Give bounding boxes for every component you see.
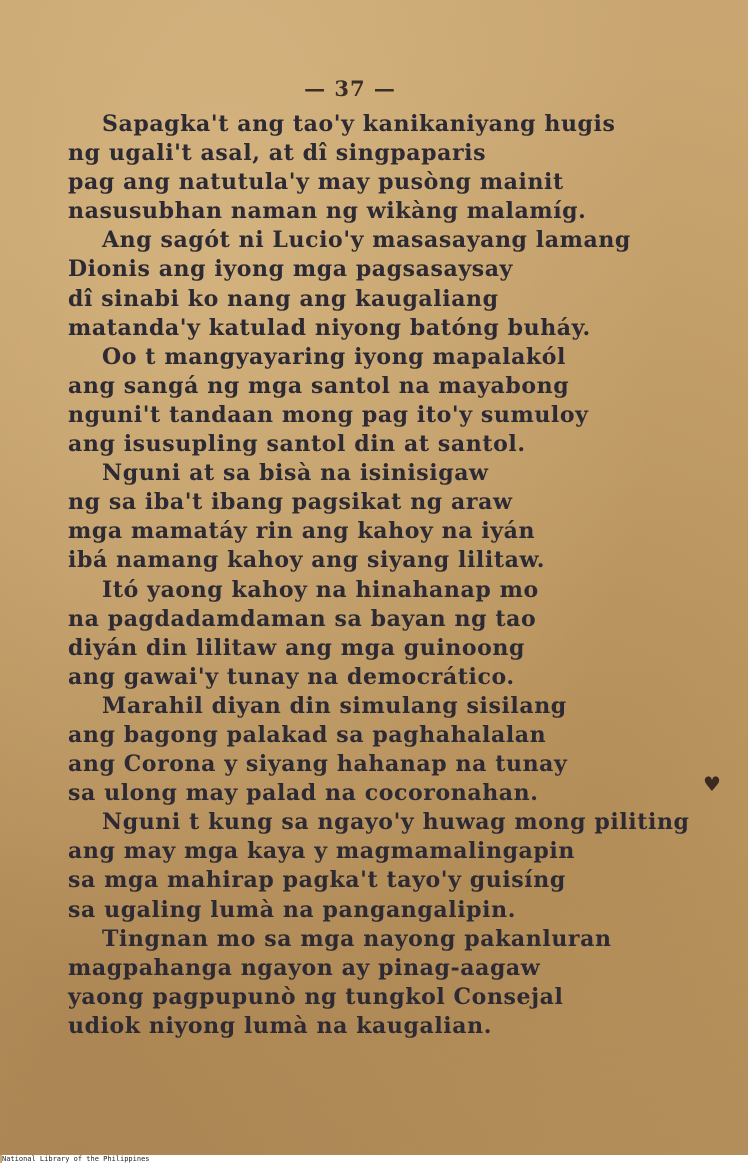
text-line: ang gawai'y tunay na democrático. (68, 663, 515, 690)
text-line: pag ang natutula'y may pusòng mainit (68, 169, 564, 196)
text-line: Nguni t kung sa ngayo'y huwag mong piliting (102, 809, 690, 836)
text-line: ang sangá ng mga santol na mayabong (68, 372, 570, 399)
text-line: ang bagong palakad sa paghahalalan (68, 721, 547, 748)
text-line: dî sinabi ko nang ang kaugaliang (68, 285, 499, 312)
text-line: magpahanga ngayon ay pinag-aagaw (68, 954, 541, 981)
footer-credit: National Library of the Philippines (2, 1155, 748, 1163)
ink-blot: ♥ (703, 772, 721, 796)
text-line: ang may mga kaya y magmamalingapin (68, 838, 575, 865)
text-line: ang Corona y siyang hahanap na tunay (68, 751, 568, 778)
text-line: Itó yaong kahoy na hinahanap mo (102, 576, 539, 603)
text-line: na pagdadamdaman sa bayan ng tao (68, 605, 537, 632)
text-line: matanda'y katulad niyong batóng buháy. (68, 314, 591, 341)
text-line: nasusubhan naman ng wikàng malamíg. (68, 198, 587, 225)
text-line: sa ugaling lumà na pangangalipin. (68, 896, 516, 923)
text-line: ibá namang kahoy ang siyang lilitaw. (68, 547, 546, 574)
text-line: Oo t mangyayaring iyong mapalakól (102, 343, 566, 370)
text-line: ang isusupling santol din at santol. (68, 431, 526, 458)
text-line: diyán din lilitaw ang mga guinoong (68, 634, 525, 661)
text-line: ng sa iba't ibang pagsikat ng araw (68, 489, 513, 516)
text-line: yaong pagpupunò ng tungkol Consejal (68, 983, 564, 1010)
text-line: sa ulong may palad na cocoronahan. (68, 780, 539, 807)
text-line: Dionis ang iyong mga pagsasaysay (68, 256, 513, 283)
poem-text (68, 110, 690, 1041)
page-number: — 37 — (304, 76, 396, 101)
text-line: nguni't tandaan mong pag ito'y sumuloy (68, 401, 589, 428)
text-line: mga mamatáy rin ang kahoy na iyán (68, 518, 536, 545)
text-line: Tingnan mo sa mga nayong pakanluran (102, 925, 612, 952)
text-line: Sapagka't ang tao'y kanikaniyang hugis (102, 111, 616, 137)
text-line: udiok niyong lumà na kaugalian. (68, 1012, 492, 1039)
text-line: Nguni at sa bisà na isinisigaw (102, 460, 489, 487)
text-line: ng ugali't asal, at dî singpaparis (68, 140, 487, 167)
text-line: Marahil diyan din simulang sisilang (102, 692, 567, 719)
text-line: sa mga mahirap pagka't tayo'y guisíng (68, 867, 566, 894)
text-line: Ang sagót ni Lucio'y masasayang lamang (102, 227, 631, 254)
